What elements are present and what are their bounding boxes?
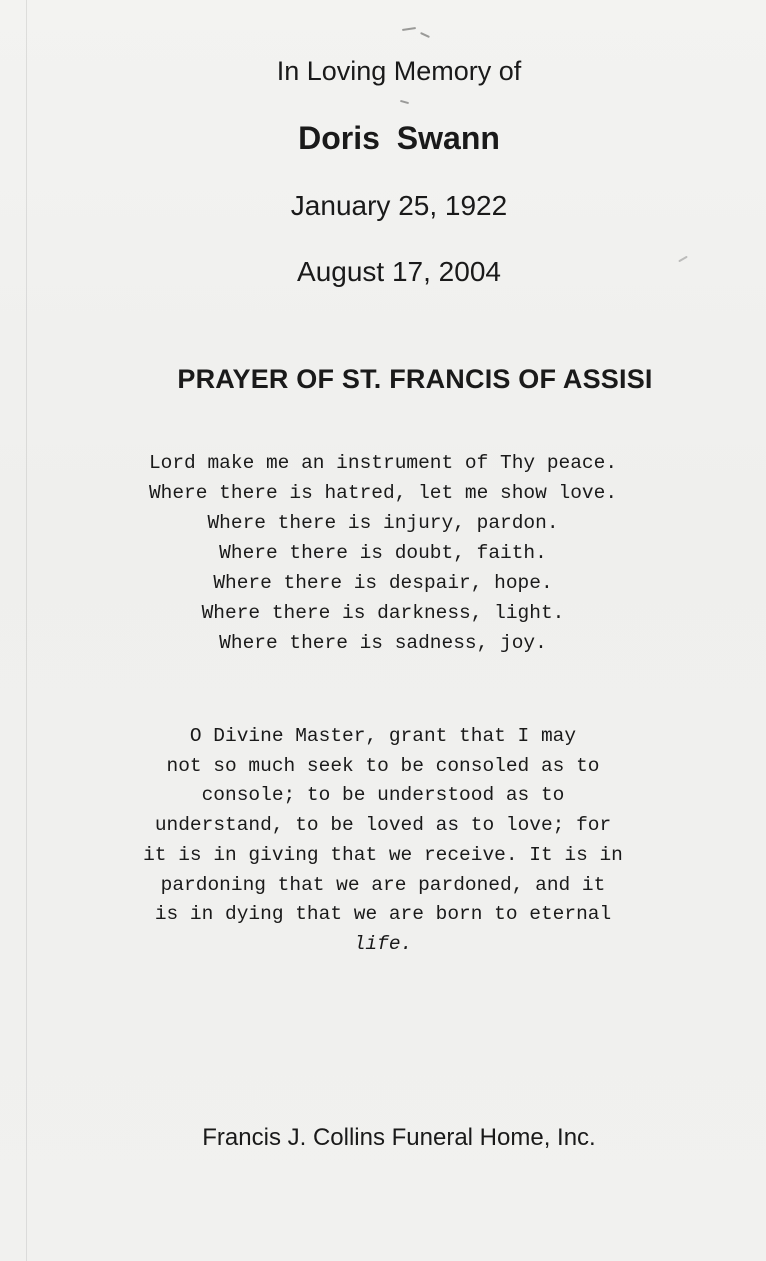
prayer-line: Where there is darkness, light. <box>201 602 565 624</box>
intro-text: In Loving Memory of <box>276 56 522 86</box>
dust-speck <box>402 27 416 31</box>
prayer-stanza-1 <box>0 448 766 658</box>
prayer-stanza-2 <box>0 722 766 960</box>
prayer-line: Where there is sadness, joy. <box>219 632 547 654</box>
funeral-home-name: Francis J. Collins Funeral Home, Inc. <box>202 1124 596 1151</box>
prayer-line: Where there is injury, pardon. <box>207 512 559 534</box>
prayer-line: life. <box>353 932 413 955</box>
prayer-line: is in dying that we are born to eternal <box>154 903 612 926</box>
birth-date: January 25, 1922 <box>290 190 508 221</box>
prayer-line: it is in giving that we receive. It is in <box>143 843 623 866</box>
prayer-line: console; to be understood as to <box>201 784 565 807</box>
prayer-line: Where there is doubt, faith. <box>219 542 547 564</box>
prayer-line: Lord make me an instrument of Thy peace. <box>148 452 618 474</box>
death-date: August 17, 2004 <box>297 256 501 287</box>
dust-speck <box>420 32 430 38</box>
dust-speck <box>400 100 409 104</box>
prayer-line: pardoning that we are pardoned, and it <box>160 873 606 896</box>
prayer-line: Where there is despair, hope. <box>213 572 553 594</box>
prayer-line: not so much seek to be consoled as to <box>166 754 600 777</box>
deceased-name: Doris Swann <box>298 120 500 156</box>
prayer-line: Where there is hatred, let me show love. <box>148 482 618 504</box>
prayer-line: O Divine Master, grant that I may <box>189 725 577 747</box>
prayer-title: PRAYER OF ST. FRANCIS OF ASSISI <box>177 364 653 394</box>
prayer-line: understand, to be loved as to love; for <box>154 814 612 837</box>
